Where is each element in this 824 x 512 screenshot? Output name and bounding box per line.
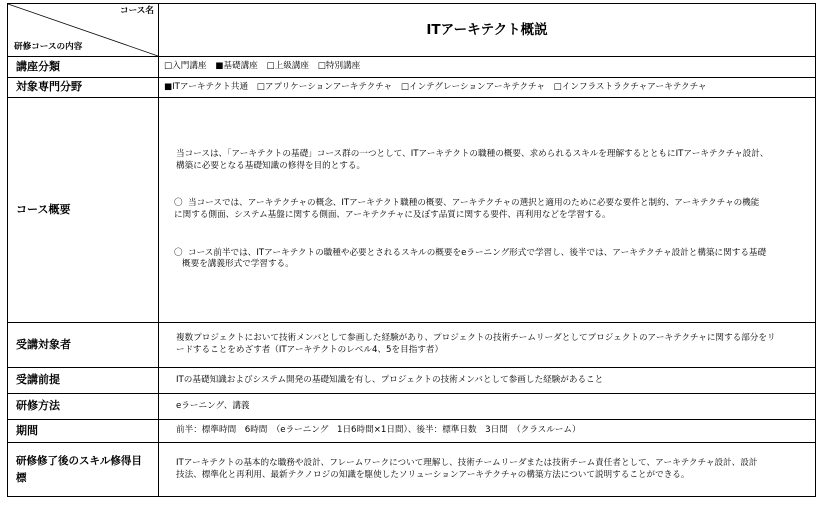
skill-goal-label: 研修修了後のスキル修得目 標	[8, 443, 159, 497]
overview-label: コース概要	[8, 98, 159, 323]
method-row	[8, 394, 816, 420]
header-diagonal-cell	[8, 4, 159, 57]
overview-bullet: 〇 コース前半では、ITアーキテクトの職種や必要とされるスキルの概要をeラーニング形式で学習し、後半では、アーキテクチャ設計と構築に関する基礎 概要を講義形式で学習する。	[174, 247, 767, 270]
prerequisite-label: 受講前提	[8, 368, 159, 394]
prerequisite-row	[8, 368, 816, 394]
category-options	[159, 57, 816, 78]
target-field-option[interactable]: □インテグレーションアーキテクチャ	[400, 81, 545, 92]
category-option[interactable]: □入門講座	[164, 61, 207, 72]
category-option[interactable]: □特別講座	[317, 61, 361, 72]
course-name-label: コース名	[120, 6, 154, 16]
audience-label: 受講対象者	[8, 323, 159, 368]
category-label: 講座分類	[8, 57, 159, 78]
target-field-row	[8, 78, 816, 98]
category-option[interactable]: ■基礎講座	[215, 61, 258, 72]
audience-row	[8, 323, 816, 368]
checkbox-icon: ■	[164, 81, 173, 92]
overview-row	[8, 98, 816, 323]
target-field-option[interactable]: □インフラストラクチャアーキテクチャ	[553, 81, 707, 92]
overview-content	[159, 98, 816, 323]
circle-bullet-icon: 〇	[174, 198, 183, 209]
prerequisite-content: ITの基礎知識およびシステム開発の基礎知識を有し、プロジェクトの技術メンバとして参画した経験があること	[159, 368, 816, 394]
skill-goal-row	[8, 443, 816, 497]
target-field-label: 対象専門分野	[8, 78, 159, 98]
circle-bullet-icon: 〇	[174, 247, 183, 258]
checkbox-icon: □	[400, 81, 409, 92]
target-field-option[interactable]: □アプリケーションアーキテクチャ	[256, 81, 393, 92]
method-label: 研修方法	[8, 394, 159, 420]
category-row	[8, 57, 816, 78]
course-title: ITアーキテクト概説	[159, 4, 816, 57]
target-field-options	[159, 78, 816, 98]
checkbox-icon: ■	[215, 61, 224, 72]
checkbox-icon: □	[266, 61, 275, 72]
skill-goal-content: ITアーキテクトの基本的な職務や設計、フレームワークについて理解し、技術チームリーダまたは技術チーム責任者として、アーキテクチャ設計、設計 技法、標準化と再利用、最新テクノロジの知識を駆使したソリューションアーキテクチャの構築方法について説明することができる。	[159, 443, 816, 497]
target-field-option[interactable]: ■ITアーキテクト共通	[164, 81, 249, 92]
checkbox-icon: □	[164, 61, 173, 72]
category-option[interactable]: □上級講座	[266, 61, 310, 72]
checkbox-icon: □	[553, 81, 562, 92]
audience-content: 複数プロジェクトにおいて技術メンバとして参画した経験があり、プロジェクトの技術チームリーダとしてプロジェクトのアーキテクチャに関する部分をリ ードすることをめざす者（ITアーキテクトのレベル4、5を目指す者）	[159, 323, 816, 368]
checkbox-icon: □	[256, 81, 265, 92]
period-row	[8, 420, 816, 443]
checkbox-icon: □	[317, 61, 326, 72]
period-content: 前半：標準時間 6時間 （eラーニング 1日6時間×1日間）、後半：標準日数 3日間 （クラスルーム）	[159, 420, 816, 443]
header-row	[8, 4, 816, 57]
course-content-label: 研修コースの内容	[14, 42, 83, 53]
period-label: 期間	[8, 420, 159, 443]
overview-bullet: 〇 当コースでは、アーキテクチャの概念、ITアーキテクト職種の概要、アーキテクチャの選択と適用のために必要な要件と制約、アーキテクチャの機能 に関する側面、システム基盤に関する側面、アーキテクチャに及ぼす品質に関する要件、再利用などを学習する。	[174, 198, 760, 220]
course-table	[7, 3, 816, 497]
overview-intro: 当コースは、「アーキテクトの基礎」コース群の一つとして、ITアーキテクトの職種の概要、求められるスキルを理解するとともにITアーキテクチャ設計、 構築に必要となる基礎知識の修得を目的とする。	[176, 149, 769, 171]
method-content: eラーニング、講義	[159, 394, 816, 420]
